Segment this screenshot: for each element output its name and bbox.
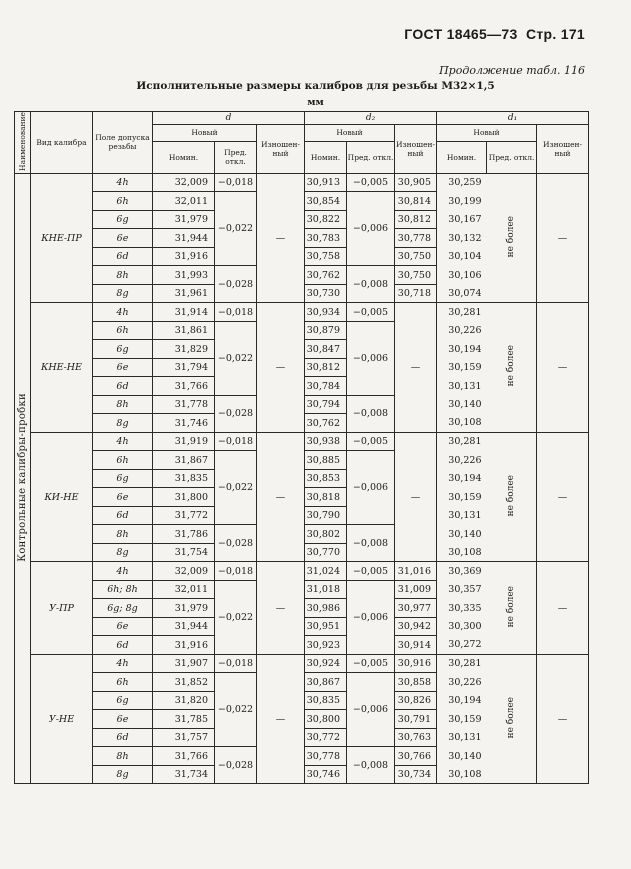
d1-deviation-cell — [487, 654, 537, 784]
d-nominal-cell: 31,746 — [153, 414, 215, 433]
d1-nominal-cell: 30,272 — [437, 636, 487, 655]
d2-worn-cell: 30,814 — [395, 192, 437, 211]
d-deviation-cell: −0,028 — [215, 525, 257, 562]
d2-worn-cell: 30,942 — [395, 617, 437, 636]
d2-nominal-cell: 31,024 — [305, 562, 347, 581]
gauge-type-column-header: Вид калибра — [31, 112, 93, 174]
tolerance-cell: 6h — [93, 451, 153, 470]
d-nominal-cell: 31,786 — [153, 525, 215, 544]
d2-nominal-cell: 30,822 — [305, 210, 347, 229]
gauge-type-cell: У-НЕ — [31, 654, 93, 784]
not-more-label: не более — [506, 215, 517, 258]
d1-nominal-cell: 30,074 — [437, 284, 487, 303]
d-nominal-cell: 32,011 — [153, 192, 215, 211]
d2-worn-cell: 30,763 — [395, 728, 437, 747]
d2-nominal-cell: 30,913 — [305, 173, 347, 192]
tolerance-cell: 4h — [93, 562, 153, 581]
d-nominal-cell: 31,757 — [153, 728, 215, 747]
d-nominal-cell: 31,772 — [153, 506, 215, 525]
table-title: Исполнительные размеры калибров для резьбы М32×1,5 — [136, 80, 495, 92]
d2-worn-cell: 30,858 — [395, 673, 437, 692]
d-nominal-cell: 31,979 — [153, 599, 215, 618]
d-nominal-cell: 31,919 — [153, 432, 215, 451]
d-deviation-cell: −0,022 — [215, 451, 257, 525]
d2-worn-cell: 30,734 — [395, 765, 437, 784]
d2-nominal-header: Номин. — [305, 141, 347, 173]
tolerance-cell: 6g; 8g — [93, 599, 153, 618]
d2-header: d₂ — [305, 112, 437, 125]
d2-worn-cell: 30,750 — [395, 266, 437, 285]
d-worn-header: Изношен-ный — [257, 125, 305, 174]
category-label: Контрольные калибры-пробки — [17, 392, 28, 562]
not-more-label: не более — [506, 585, 517, 628]
d-deviation-cell: −0,018 — [215, 654, 257, 673]
d2-nominal-cell: 30,854 — [305, 192, 347, 211]
d-nominal-cell: 31,766 — [153, 747, 215, 766]
d-nominal-cell: 31,794 — [153, 358, 215, 377]
tolerance-cell: 6e — [93, 710, 153, 729]
d2-worn-cell: 31,016 — [395, 562, 437, 581]
d2-nominal-cell: 30,938 — [305, 432, 347, 451]
tolerance-cell: 6g — [93, 210, 153, 229]
d2-worn-cell: — — [395, 432, 437, 562]
d-deviation-cell: −0,022 — [215, 192, 257, 266]
d2-deviation-cell: −0,008 — [347, 266, 395, 303]
d1-nominal-cell: 30,369 — [437, 562, 487, 581]
d1-nominal-cell: 30,300 — [437, 617, 487, 636]
d1-nominal-cell: 30,226 — [437, 321, 487, 340]
d1-nominal-cell: 30,131 — [437, 377, 487, 396]
d1-nominal-cell: 30,108 — [437, 543, 487, 562]
not-more-label: не более — [506, 696, 517, 739]
d1-deviation-cell — [487, 562, 537, 655]
tolerance-cell: 8h — [93, 747, 153, 766]
d-nominal-cell: 31,916 — [153, 247, 215, 266]
d1-worn-cell: — — [537, 173, 589, 303]
tolerance-cell: 8g — [93, 414, 153, 433]
d1-nominal-cell: 30,106 — [437, 266, 487, 285]
tolerance-cell: 6e — [93, 617, 153, 636]
tolerance-cell: 8h — [93, 395, 153, 414]
d-nominal-cell: 31,944 — [153, 229, 215, 248]
d2-worn-cell: 30,778 — [395, 229, 437, 248]
tolerance-cell: 8h — [93, 525, 153, 544]
d-worn-cell: — — [257, 173, 305, 303]
d1-nominal-cell: 30,199 — [437, 192, 487, 211]
d2-nominal-cell: 30,730 — [305, 284, 347, 303]
d1-nominal-cell: 30,167 — [437, 210, 487, 229]
d2-worn-cell: 30,812 — [395, 210, 437, 229]
d2-nominal-cell: 30,934 — [305, 303, 347, 322]
d-deviation-cell: −0,018 — [215, 562, 257, 581]
d-nominal-cell: 31,914 — [153, 303, 215, 322]
d2-nominal-cell: 30,790 — [305, 506, 347, 525]
gauge-type-cell: КИ-НЕ — [31, 432, 93, 562]
tolerance-cell: 6h — [93, 321, 153, 340]
tolerance-cell: 6h — [93, 673, 153, 692]
d2-deviation-cell: −0,006 — [347, 580, 395, 654]
d2-worn-cell: 31,009 — [395, 580, 437, 599]
d1-worn-cell: — — [537, 562, 589, 655]
d1-nominal-cell: 30,194 — [437, 469, 487, 488]
d2-worn-cell: 30,916 — [395, 654, 437, 673]
d1-nominal-cell: 30,259 — [437, 173, 487, 192]
d1-deviation-cell — [487, 303, 537, 433]
table-body — [15, 173, 589, 784]
tolerance-cell: 8g — [93, 543, 153, 562]
d2-nominal-cell: 30,783 — [305, 229, 347, 248]
d-nominal-cell: 31,829 — [153, 340, 215, 359]
tolerance-cell: 8g — [93, 284, 153, 303]
d2-nominal-cell: 30,867 — [305, 673, 347, 692]
tolerance-cell: 4h — [93, 432, 153, 451]
d2-worn-cell: 30,905 — [395, 173, 437, 192]
table-continuation-note: Продолжение табл. 116 — [439, 64, 585, 77]
d2-nominal-cell: 30,758 — [305, 247, 347, 266]
d-nominal-cell: 31,766 — [153, 377, 215, 396]
d1-nominal-cell: 30,131 — [437, 506, 487, 525]
d2-new-header: Новый — [305, 125, 395, 142]
d1-nominal-cell: 30,108 — [437, 765, 487, 784]
tolerance-cell: 8h — [93, 266, 153, 285]
d1-worn-cell: — — [537, 303, 589, 433]
d1-nominal-cell: 30,281 — [437, 303, 487, 322]
d1-nominal-cell: 30,226 — [437, 673, 487, 692]
d1-nominal-cell: 30,159 — [437, 488, 487, 507]
d2-nominal-cell: 31,018 — [305, 580, 347, 599]
d1-nominal-cell: 30,194 — [437, 691, 487, 710]
d2-deviation-cell: −0,008 — [347, 747, 395, 784]
d2-nominal-cell: 30,802 — [305, 525, 347, 544]
d-nominal-cell: 31,778 — [153, 395, 215, 414]
d2-deviation-cell: −0,006 — [347, 673, 395, 747]
d-nominal-cell: 31,961 — [153, 284, 215, 303]
tolerance-cell: 6e — [93, 358, 153, 377]
tolerance-cell: 6h — [93, 192, 153, 211]
d1-deviation-cell — [487, 173, 537, 303]
table-row — [15, 432, 589, 451]
d2-deviation-cell: −0,008 — [347, 395, 395, 432]
tolerance-column-header: Поле допуска резьбы — [93, 112, 153, 174]
d2-nominal-cell: 30,746 — [305, 765, 347, 784]
d-worn-cell: — — [257, 303, 305, 433]
d2-deviation-cell: −0,006 — [347, 321, 395, 395]
tolerance-cell: 4h — [93, 173, 153, 192]
d2-deviation-cell: −0,008 — [347, 525, 395, 562]
d-nominal-cell: 31,916 — [153, 636, 215, 655]
d-nominal-cell: 32,009 — [153, 562, 215, 581]
d1-nominal-cell: 30,140 — [437, 395, 487, 414]
d-nominal-cell: 31,867 — [153, 451, 215, 470]
d2-nominal-cell: 30,847 — [305, 340, 347, 359]
d2-deviation-cell: −0,005 — [347, 562, 395, 581]
d1-nominal-header: Номин. — [437, 141, 487, 173]
d1-nominal-cell: 30,357 — [437, 580, 487, 599]
tolerance-cell: 6d — [93, 728, 153, 747]
table-unit: мм — [307, 97, 324, 108]
tolerance-cell: 6h; 8h — [93, 580, 153, 599]
d-deviation-cell: −0,028 — [215, 266, 257, 303]
d-nominal-cell: 31,907 — [153, 654, 215, 673]
d1-nominal-cell: 30,131 — [437, 728, 487, 747]
d1-nominal-cell: 30,108 — [437, 414, 487, 433]
gauge-type-cell: КНЕ-ПР — [31, 173, 93, 303]
d2-worn-cell: 30,977 — [395, 599, 437, 618]
d-nominal-cell: 32,011 — [153, 580, 215, 599]
d2-worn-cell: 30,750 — [395, 247, 437, 266]
d2-nominal-cell: 30,762 — [305, 414, 347, 433]
d2-nominal-cell: 30,986 — [305, 599, 347, 618]
d2-nominal-cell: 30,778 — [305, 747, 347, 766]
d1-nominal-cell: 30,159 — [437, 358, 487, 377]
table-row — [15, 303, 589, 322]
d1-nominal-cell: 30,335 — [437, 599, 487, 618]
d2-nominal-cell: 30,812 — [305, 358, 347, 377]
d2-nominal-cell: 30,951 — [305, 617, 347, 636]
d-nominal-cell: 31,785 — [153, 710, 215, 729]
d2-nominal-cell: 30,770 — [305, 543, 347, 562]
d-deviation-cell: −0,022 — [215, 673, 257, 747]
d-nominal-cell: 31,852 — [153, 673, 215, 692]
d2-deviation-cell: −0,005 — [347, 654, 395, 673]
d1-worn-header: Изношен-ный — [537, 125, 589, 174]
tolerance-cell: 6d — [93, 377, 153, 396]
d-deviation-cell: −0,022 — [215, 321, 257, 395]
d2-deviation-cell: −0,005 — [347, 303, 395, 322]
page-number: Стр. 171 — [525, 26, 585, 42]
tolerance-cell: 6d — [93, 247, 153, 266]
table-row — [15, 562, 589, 581]
d-header: d — [153, 112, 305, 125]
d1-new-header: Новый — [437, 125, 537, 142]
d1-nominal-cell: 30,194 — [437, 340, 487, 359]
d2-deviation-header: Пред. откл. — [347, 141, 395, 173]
d-deviation-cell: −0,018 — [215, 173, 257, 192]
d1-nominal-cell: 30,140 — [437, 747, 487, 766]
tolerance-cell: 6g — [93, 340, 153, 359]
d2-worn-cell: — — [395, 303, 437, 433]
d2-nominal-cell: 30,772 — [305, 728, 347, 747]
d-worn-cell: — — [257, 432, 305, 562]
d-deviation-cell: −0,022 — [215, 580, 257, 654]
d2-nominal-cell: 30,923 — [305, 636, 347, 655]
d-nominal-cell: 31,820 — [153, 691, 215, 710]
d2-worn-cell: 30,791 — [395, 710, 437, 729]
category-cell — [15, 173, 31, 784]
d1-nominal-cell: 30,104 — [437, 247, 487, 266]
table-row — [15, 173, 589, 192]
not-more-label: не более — [506, 345, 517, 387]
d-nominal-cell: 31,861 — [153, 321, 215, 340]
d-nominal-cell: 31,944 — [153, 617, 215, 636]
page-header — [404, 26, 585, 42]
d-deviation-cell: −0,018 — [215, 432, 257, 451]
d-new-header: Новый — [153, 125, 257, 142]
d-deviation-cell: −0,028 — [215, 395, 257, 432]
d-nominal-cell: 31,800 — [153, 488, 215, 507]
d2-worn-cell: 30,914 — [395, 636, 437, 655]
d-nominal-cell: 31,993 — [153, 266, 215, 285]
d-nominal-header: Номин. — [153, 141, 215, 173]
d2-deviation-cell: −0,006 — [347, 451, 395, 525]
d1-worn-cell: — — [537, 432, 589, 562]
d2-worn-header: Изношен-ный — [395, 125, 437, 174]
tolerance-cell: 6g — [93, 691, 153, 710]
table-row — [15, 654, 589, 673]
tolerance-cell: 6e — [93, 229, 153, 248]
d-nominal-cell: 31,835 — [153, 469, 215, 488]
tolerance-cell: 6e — [93, 488, 153, 507]
d-nominal-cell: 31,979 — [153, 210, 215, 229]
d2-worn-cell: 30,826 — [395, 691, 437, 710]
tolerance-cell: 6d — [93, 636, 153, 655]
d1-nominal-cell: 30,281 — [437, 654, 487, 673]
d-worn-cell: — — [257, 654, 305, 784]
d2-nominal-cell: 30,924 — [305, 654, 347, 673]
d2-deviation-cell: −0,005 — [347, 432, 395, 451]
d1-deviation-cell — [487, 432, 537, 562]
d-nominal-cell: 31,734 — [153, 765, 215, 784]
d2-nominal-cell: 30,853 — [305, 469, 347, 488]
tolerance-cell: 8g — [93, 765, 153, 784]
gauge-type-cell: У-ПР — [31, 562, 93, 655]
d-deviation-cell: −0,018 — [215, 303, 257, 322]
not-more-label: не более — [506, 474, 517, 517]
d2-nominal-cell: 30,885 — [305, 451, 347, 470]
d-deviation-header: Пред. откл. — [215, 141, 257, 173]
d2-deviation-cell: −0,006 — [347, 192, 395, 266]
d2-nominal-cell: 30,794 — [305, 395, 347, 414]
d2-worn-cell: 30,718 — [395, 284, 437, 303]
d1-header: d₁ — [437, 112, 589, 125]
d1-nominal-cell: 30,281 — [437, 432, 487, 451]
d-worn-cell: — — [257, 562, 305, 655]
d1-nominal-cell: 30,159 — [437, 710, 487, 729]
gauge-dimensions-table — [14, 111, 589, 784]
standard-number: ГОСТ 18465—73 — [404, 26, 518, 42]
d2-nominal-cell: 30,762 — [305, 266, 347, 285]
name-column-header: Наименование — [15, 112, 31, 174]
d2-worn-cell: 30,766 — [395, 747, 437, 766]
d1-worn-cell: — — [537, 654, 589, 784]
d2-nominal-cell: 30,835 — [305, 691, 347, 710]
tolerance-cell: 6g — [93, 469, 153, 488]
d-nominal-cell: 32,009 — [153, 173, 215, 192]
tolerance-cell: 4h — [93, 654, 153, 673]
d1-deviation-header: Пред. откл. — [487, 141, 537, 173]
d2-nominal-cell: 30,784 — [305, 377, 347, 396]
tolerance-cell: 4h — [93, 303, 153, 322]
d2-nominal-cell: 30,879 — [305, 321, 347, 340]
d2-deviation-cell: −0,005 — [347, 173, 395, 192]
d-nominal-cell: 31,754 — [153, 543, 215, 562]
tolerance-cell: 6d — [93, 506, 153, 525]
d2-nominal-cell: 30,818 — [305, 488, 347, 507]
gauge-type-cell: КНЕ-НЕ — [31, 303, 93, 433]
d1-nominal-cell: 30,226 — [437, 451, 487, 470]
d-deviation-cell: −0,028 — [215, 747, 257, 784]
d1-nominal-cell: 30,132 — [437, 229, 487, 248]
d1-nominal-cell: 30,140 — [437, 525, 487, 544]
d2-nominal-cell: 30,800 — [305, 710, 347, 729]
